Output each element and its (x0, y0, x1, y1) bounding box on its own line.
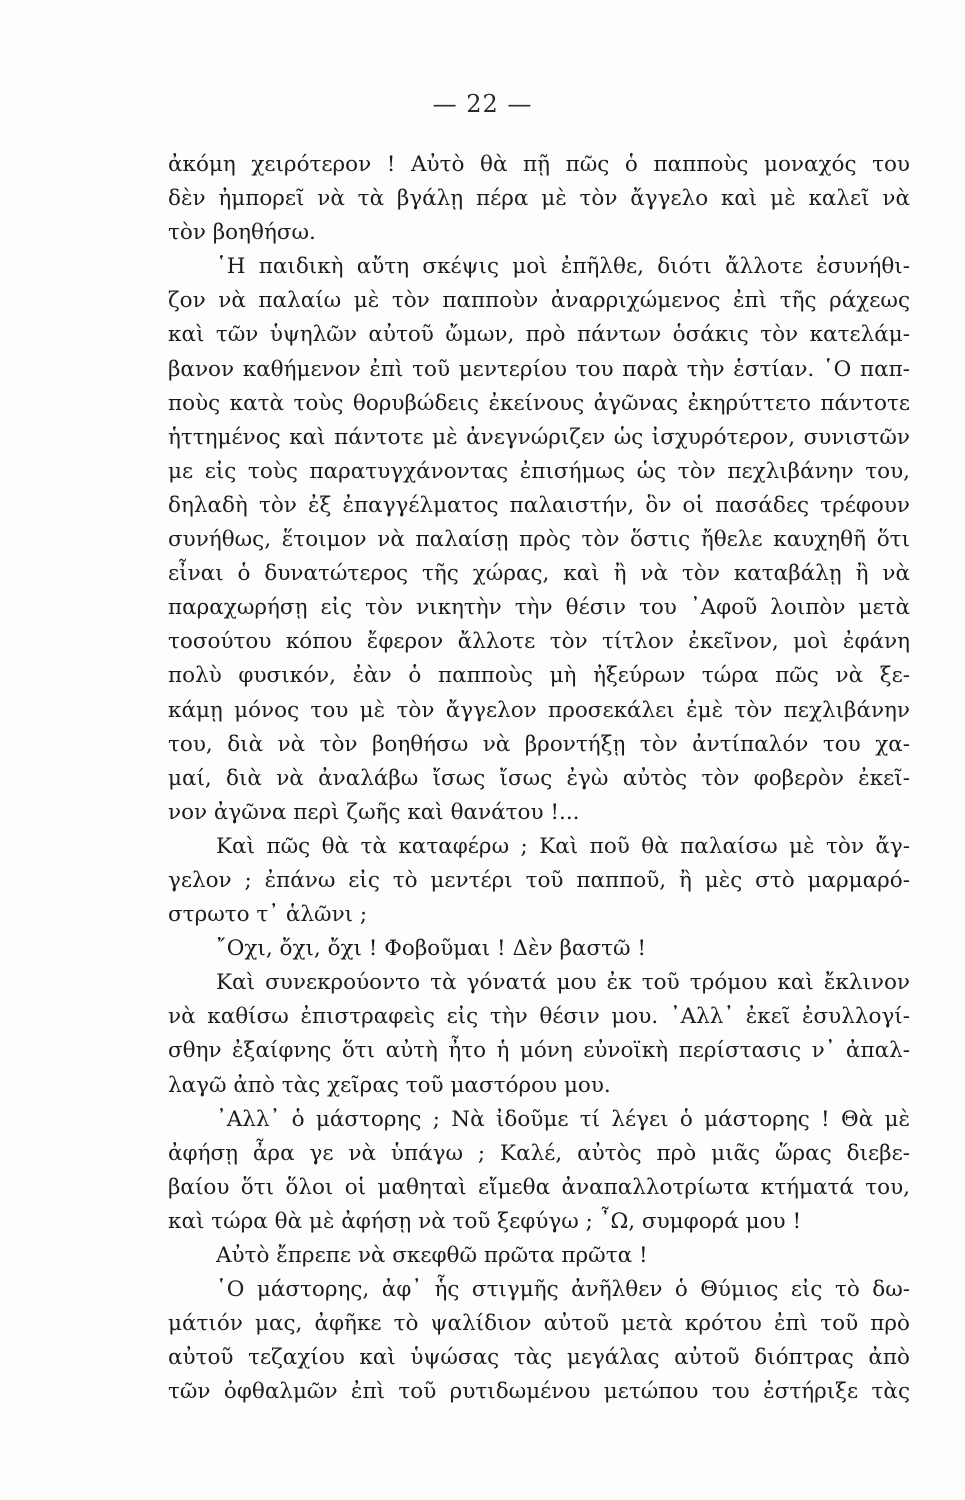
text-line: του, διὰ νὰ τὸν βοηθήσω νὰ βροντήξῃ τὸν ἀντίπαλόν του χα- (168, 731, 910, 757)
text-line: ἡττημένος καὶ πάντοτε μὲ ἀνεγνώριζεν ὡς ἰσχυρότερον, συνιστῶν (168, 424, 910, 450)
text-line: σθην ἐξαίφνης ὅτι αὐτὴ ἦτο ἡ μόνη εὐνοϊκὴ περίστασις ν᾽ ἀπαλ- (168, 1038, 910, 1064)
text-line: κάμῃ μόνος του μὲ τὸν ἄγγελον προσεκάλει ἐμὲ τὸν πεχλιβάνην (168, 697, 910, 723)
text-line: τοσούτου κόπου ἔφερον ἄλλοτε τὸν τίτλον ἐκεῖνον, μοὶ ἐφάνη (168, 629, 910, 655)
text-line: τὸν βοηθήσω. (168, 220, 316, 246)
text-line: ἀκόμη χειρότερον ! Αὐτὸ θὰ πῇ πῶς ὁ παπποὺς μοναχός του (168, 152, 910, 177)
text-line: Καὶ πῶς θὰ τὰ καταφέρω ; Καὶ ποῦ θὰ παλαίσω μὲ τὸν ἄγ- (216, 833, 910, 859)
text-line: βανον καθήμενον ἐπὶ τοῦ μεντερίου του παρὰ τὴν ἑστίαν. ῾Ο παπ- (168, 356, 910, 382)
text-line: νὰ καθίσω ἐπιστραφεὶς εἰς τὴν θέσιν μου. ᾽Αλλ᾽ ἐκεῖ ἐσυλλογί- (168, 1004, 910, 1030)
text-line: ᾽Αλλ᾽ ὁ μάστορης ; Νὰ ἰδοῦμε τί λέγει ὁ μάστορης ! Θὰ μὲ (216, 1106, 910, 1132)
text-line: νον ἀγῶνα περὶ ζωῆς καὶ θανάτου !... (168, 799, 580, 825)
text-line: δὲν ἠμπορεῖ νὰ τὰ βγάλῃ πέρα μὲ τὸν ἄγγελο καὶ μὲ καλεῖ νὰ (168, 186, 910, 212)
text-line: Καὶ συνεκρούοντο τὰ γόνατά μου ἐκ τοῦ τρόμου καὶ ἔκλινον (216, 970, 910, 996)
text-line: συνήθως, ἕτοιμον νὰ παλαίσῃ πρὸς τὸν ὅστις ἤθελε καυχηθῆ ὅτι (168, 527, 910, 553)
text-line: Αὐτὸ ἔπρεπε νὰ σκεφθῶ πρῶτα πρῶτα ! (216, 1243, 648, 1268)
text-line: πολὺ φυσικόν, ἐὰν ὁ παπποὺς μὴ ἠξεύρων τώρα πῶς νὰ ξε- (168, 663, 910, 689)
text-line: παραχωρήσῃ εἰς τὸν νικητὴν τὴν θέσιν του ᾽Αφοῦ λοιπὸν μετὰ (168, 595, 910, 621)
text-line: βαίου ὅτι ὅλοι οἱ μαθηταὶ εἴμεθα ἀναπαλλοτρίωτα κτήματά του, (168, 1174, 910, 1200)
text-line: με εἰς τοὺς παρατυγχάνοντας ἐπισήμως ὡς τὸν πεχλιβάνην του, (168, 458, 910, 484)
text-line: ζον νὰ παλαίω μὲ τὸν παπποὺν ἀναρριχώμενος ἐπὶ τῆς ράχεως (168, 288, 910, 314)
body-text (168, 148, 910, 1409)
text-line: γελον ; ἐπάνω εἰς τὸ μεντέρι τοῦ παπποῦ, ἢ μὲς στὸ μαρμαρό- (168, 867, 910, 893)
text-line: μαί, διὰ νὰ ἀναλάβω ἴσως ἴσως ἐγὼ αὐτὸς τὸν φοβερὸν ἐκεῖ- (168, 765, 910, 791)
text-line: αὐτοῦ τεζαχίου καὶ ὑψώσας τὰς μεγάλας αὐτοῦ διόπτρας ἀπὸ (168, 1345, 910, 1371)
text-line: δηλαδὴ τὸν ἐξ ἐπαγγέλματος παλαιστήν, ὃν οἱ πασάδες τρέφουν (168, 492, 910, 518)
text-line: εἶναι ὁ δυνατώτερος τῆς χώρας, καὶ ἢ νὰ τὸν καταβάλῃ ἢ νὰ (168, 561, 910, 587)
text-line: καὶ τώρα θὰ μὲ ἀφήσῃ νὰ τοῦ ξεφύγω ; ῏Ω, συμφορά μου ! (168, 1208, 802, 1234)
text-line: ποὺς κατὰ τοὺς θορυβώδεις ἐκείνους ἀγῶνας ἐκηρύττετο πάντοτε (168, 390, 910, 416)
text-line: τῶν ὀφθαλμῶν ἐπὶ τοῦ ρυτιδωμένου μετώπου του ἐστήριξε τὰς (168, 1379, 910, 1405)
text-line: ῎Οχι, ὄχι, ὄχι ! Φοβοῦμαι ! Δὲν βαστῶ ! (216, 936, 647, 962)
text-line: λαγῶ ἀπὸ τὰς χεῖρας τοῦ μαστόρου μου. (168, 1072, 611, 1098)
text-line: καὶ τῶν ὑψηλῶν αὐτοῦ ὤμων, πρὸ πάντων ὁσάκις τὸν κατελάμ- (168, 322, 910, 348)
text-line: ῾Η παιδικὴ αὔτη σκέψις μοὶ ἐπῆλθε, διότι ἄλλοτε ἐσυνήθι- (216, 254, 910, 280)
text-line: ἀφήσῃ ἆρα γε νὰ ὑπάγω ; Καλέ, αὐτὸς πρὸ μιᾶς ὥρας διεβε- (168, 1140, 910, 1166)
text-line: ῾Ο μάστορης, ἀφ᾽ ἧς στιγμῆς ἀνῆλθεν ὁ Θύμιος εἰς τὸ δω- (216, 1277, 910, 1303)
text-line: στρωτο τ᾽ ἁλῶνι ; (168, 902, 368, 928)
page-number: — 22 — (432, 90, 533, 118)
text-line: μάτιόν μας, ἀφῆκε τὸ ψαλίδιον αὐτοῦ μετὰ κρότου ἐπὶ τοῦ πρὸ (168, 1311, 910, 1337)
